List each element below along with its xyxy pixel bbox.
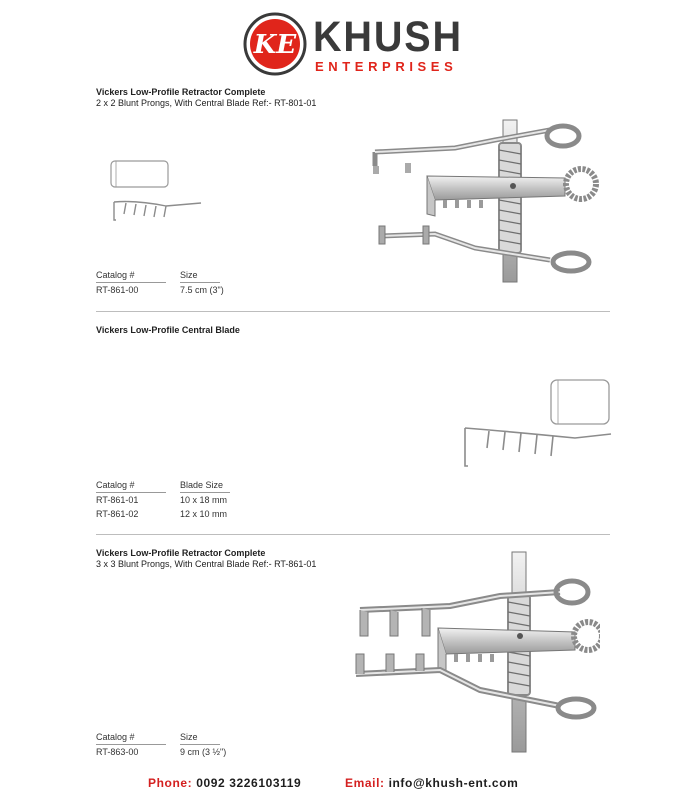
logo-mark-icon (243, 12, 307, 76)
section-divider (96, 534, 610, 535)
blade-drawing-small (106, 158, 206, 228)
footer-email (345, 776, 518, 790)
product-subtitle: 3 x 3 Blunt Prongs, With Central Blade Ref:- RT-861-01 (96, 559, 317, 569)
catalog-number: RT-863-00 (96, 747, 139, 757)
central-blade-drawing (455, 376, 615, 472)
table-rule (96, 492, 166, 493)
footer-phone (148, 776, 301, 790)
catalog-header: Catalog # (96, 270, 135, 280)
blade-size-header: Blade Size (180, 480, 224, 490)
size-header: Size (180, 270, 198, 280)
product-title: Vickers Low-Profile Central Blade (96, 325, 240, 335)
retractor-3x3-drawing (350, 550, 600, 760)
product-subtitle: 2 x 2 Blunt Prongs, With Central Blade Ref:- RT-801-01 (96, 98, 317, 108)
size-header: Size (180, 732, 198, 742)
blade-size-value: 10 x 18 mm (180, 495, 228, 505)
catalog-number: RT-861-01 (96, 495, 139, 505)
table-rule (180, 744, 220, 745)
brand-logo (243, 12, 463, 82)
phone-number[interactable]: 0092 3226103119 (196, 776, 302, 790)
blade-size-value: 12 x 10 mm (180, 509, 228, 519)
section-divider (96, 311, 610, 312)
catalog-number: RT-861-02 (96, 509, 139, 519)
brand-tagline: ENTERPRISES (315, 59, 458, 74)
table-rule (96, 744, 166, 745)
retractor-2x2-drawing (365, 118, 605, 288)
email-link[interactable]: info@khush-ent.com (388, 776, 519, 790)
email-label: Email: (345, 776, 385, 790)
phone-label: Phone: (148, 776, 193, 790)
size-value: 9 cm (3 ½") (180, 747, 227, 757)
product-title: Vickers Low-Profile Retractor Complete (96, 548, 266, 558)
logo-mark-text: KE (253, 30, 297, 60)
table-rule (96, 282, 166, 283)
product-title: Vickers Low-Profile Retractor Complete (96, 87, 266, 97)
size-value: 7.5 cm (3") (180, 285, 224, 295)
catalog-header: Catalog # (96, 480, 135, 490)
catalog-number: RT-861-00 (96, 285, 139, 295)
catalog-header: Catalog # (96, 732, 135, 742)
table-rule (180, 492, 230, 493)
brand-name: KHUSH (313, 13, 463, 61)
table-rule (180, 282, 220, 283)
